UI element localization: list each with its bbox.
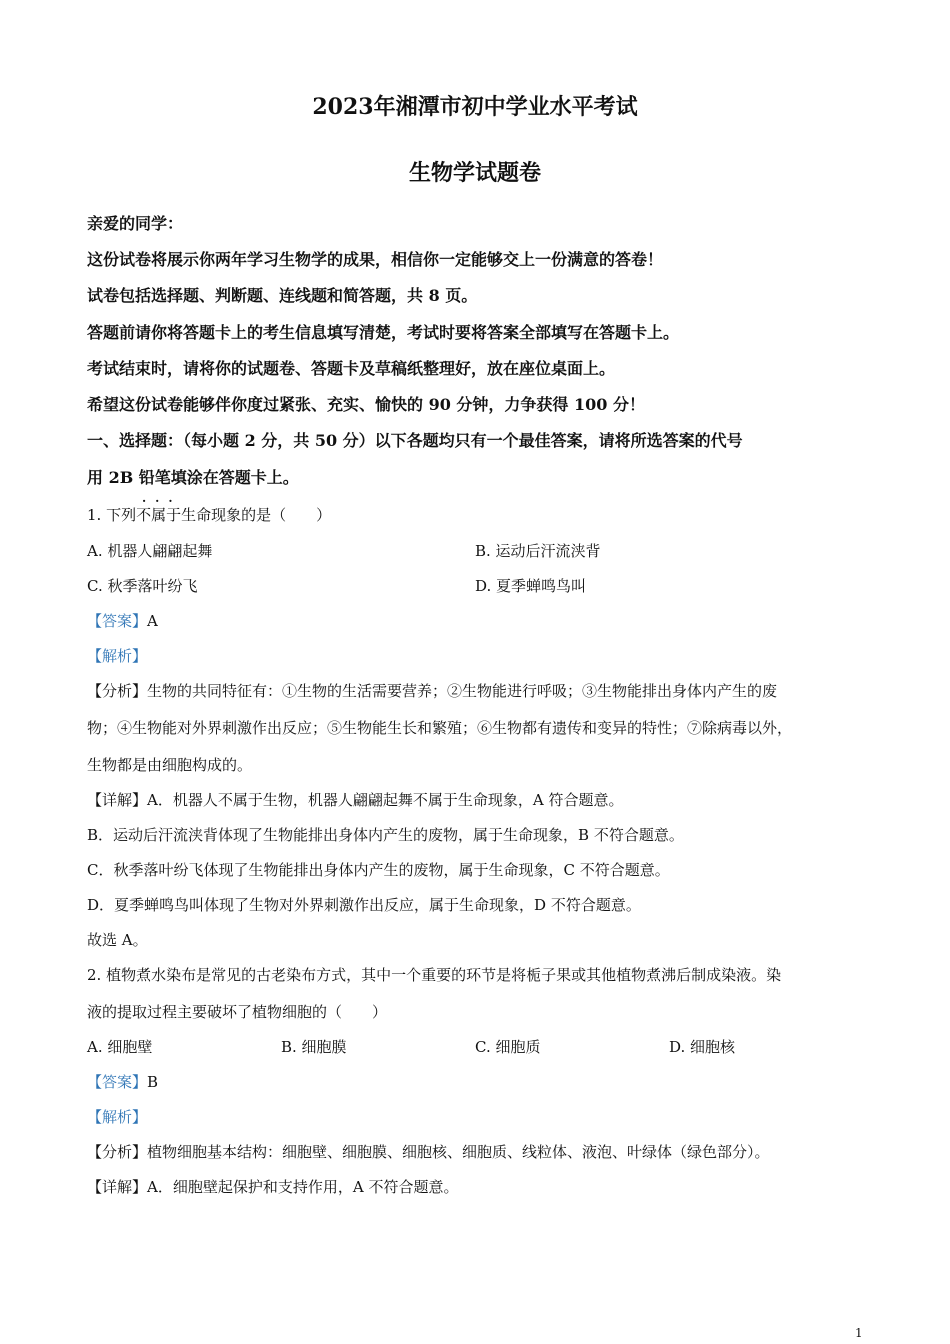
analysis-label: 【分析】 [87,1143,148,1161]
q2-option-a: A. 细胞壁 [87,1038,153,1056]
q1-detail-d: D．夏季蝉鸣鸟叫体现了生物对外界刺激作出反应，属于生命现象，D 不符合题意。 [87,896,641,914]
section-heading: 一、选择题：（每小题 2 分，共 50 分）以下各题均只有一个最佳答案，请将所选答案的代号 [87,431,743,450]
detail-label: 【详解】 [87,791,148,809]
q2-stem: 2. 植物煮水染布是常见的古老染布方式，其中一个重要的环节是将栀子果或其他植物煮沸后制成染液。染 [87,966,782,984]
q1-answer [87,610,158,631]
q1-analysis-cont: 生物都是由细胞构成的。 [87,756,253,774]
exam-subtitle: 生物学试题卷 [408,160,541,186]
q2-stem-cont: 液的提取过程主要破坏了植物细胞的（ ） [87,1003,388,1021]
q2-option-d: D. 细胞核 [669,1038,736,1056]
detail-text: A．机器人不属于生物，机器人翩翩起舞不属于生命现象，A 符合题意。 [147,791,624,809]
intro-line: 试卷包括选择题、判断题、连线题和简答题，共 8 页。 [87,286,478,305]
q2-option-c: C. 细胞质 [475,1038,541,1056]
answer-value: B [147,1073,159,1091]
analysis-text: 植物细胞基本结构：细胞壁、细胞膜、细胞核、细胞质、线粒体、液泡、叶绿体（绿色部分）。 [147,1143,770,1161]
q2-explanation-tag: 【解析】 [87,1108,148,1126]
q1-detail [87,789,623,810]
page-number: 1 [855,1326,863,1340]
q1-detail-c: C．秋季落叶纷飞体现了生物能排出身体内产生的废物，属于生命现象，C 不符合题意。 [87,861,670,879]
q1-option-b: B. 运动后汗流浃背 [475,542,601,560]
analysis-label: 【分析】 [87,682,148,700]
answer-tag: 【答案】 [87,1073,148,1091]
intro-line: 考试结束时，请将你的试题卷、答题卡及草稿纸整理好，放在座位桌面上。 [87,359,616,378]
q1-conclusion: 故选 A。 [87,931,148,949]
q1-stem: 1. 下列不属于生命现象的是（ ） [87,506,332,524]
intro-line: 这份试卷将展示你两年学习生物学的成果，相信你一定能够交上一份满意的答卷！ [87,250,664,269]
q1-explanation-tag: 【解析】 [87,647,148,665]
answer-value: A [147,612,158,630]
q1-option-c: C. 秋季落叶纷飞 [87,577,198,595]
emphasis-dots: ... [142,491,182,505]
q2-option-b: B. 细胞膜 [281,1038,347,1056]
detail-text: A．细胞壁起保护和支持作用，A 不符合题意。 [147,1178,459,1196]
intro-greeting: 亲爱的同学： [87,214,184,233]
q1-option-d: D. 夏季蝉鸣鸟叫 [475,577,587,595]
section-heading-cont: 用 2B 铅笔填涂在答题卡上。 [87,468,299,487]
exam-title: 2023年湘潭市初中学业水平考试 [312,94,638,120]
q2-detail [87,1176,458,1197]
q1-detail-b: B．运动后汗流浃背体现了生物能排出身体内产生的废物，属于生命现象，B 不符合题意。 [87,826,684,844]
q1-analysis [87,680,777,701]
q1-analysis-cont: 物；④生物能对外界刺激作出反应；⑤生物能生长和繁殖；⑥生物都有遗传和变异的特性；⑦除病毒以外， [87,719,793,737]
q2-answer [87,1071,158,1092]
intro-line: 希望这份试卷能够伴你度过紧张、充实、愉快的 90 分钟，力争获得 100 分！ [87,395,645,414]
q2-analysis [87,1141,770,1162]
analysis-text: 生物的共同特征有：①生物的生活需要营养；②生物能进行呼吸；③生物能排出身体内产生的废 [147,682,778,700]
intro-line: 答题前请你将答题卡上的考生信息填写清楚，考试时要将答案全部填写在答题卡上。 [87,323,680,342]
detail-label: 【详解】 [87,1178,148,1196]
q1-option-a: A. 机器人翩翩起舞 [87,542,213,560]
answer-tag: 【答案】 [87,612,148,630]
